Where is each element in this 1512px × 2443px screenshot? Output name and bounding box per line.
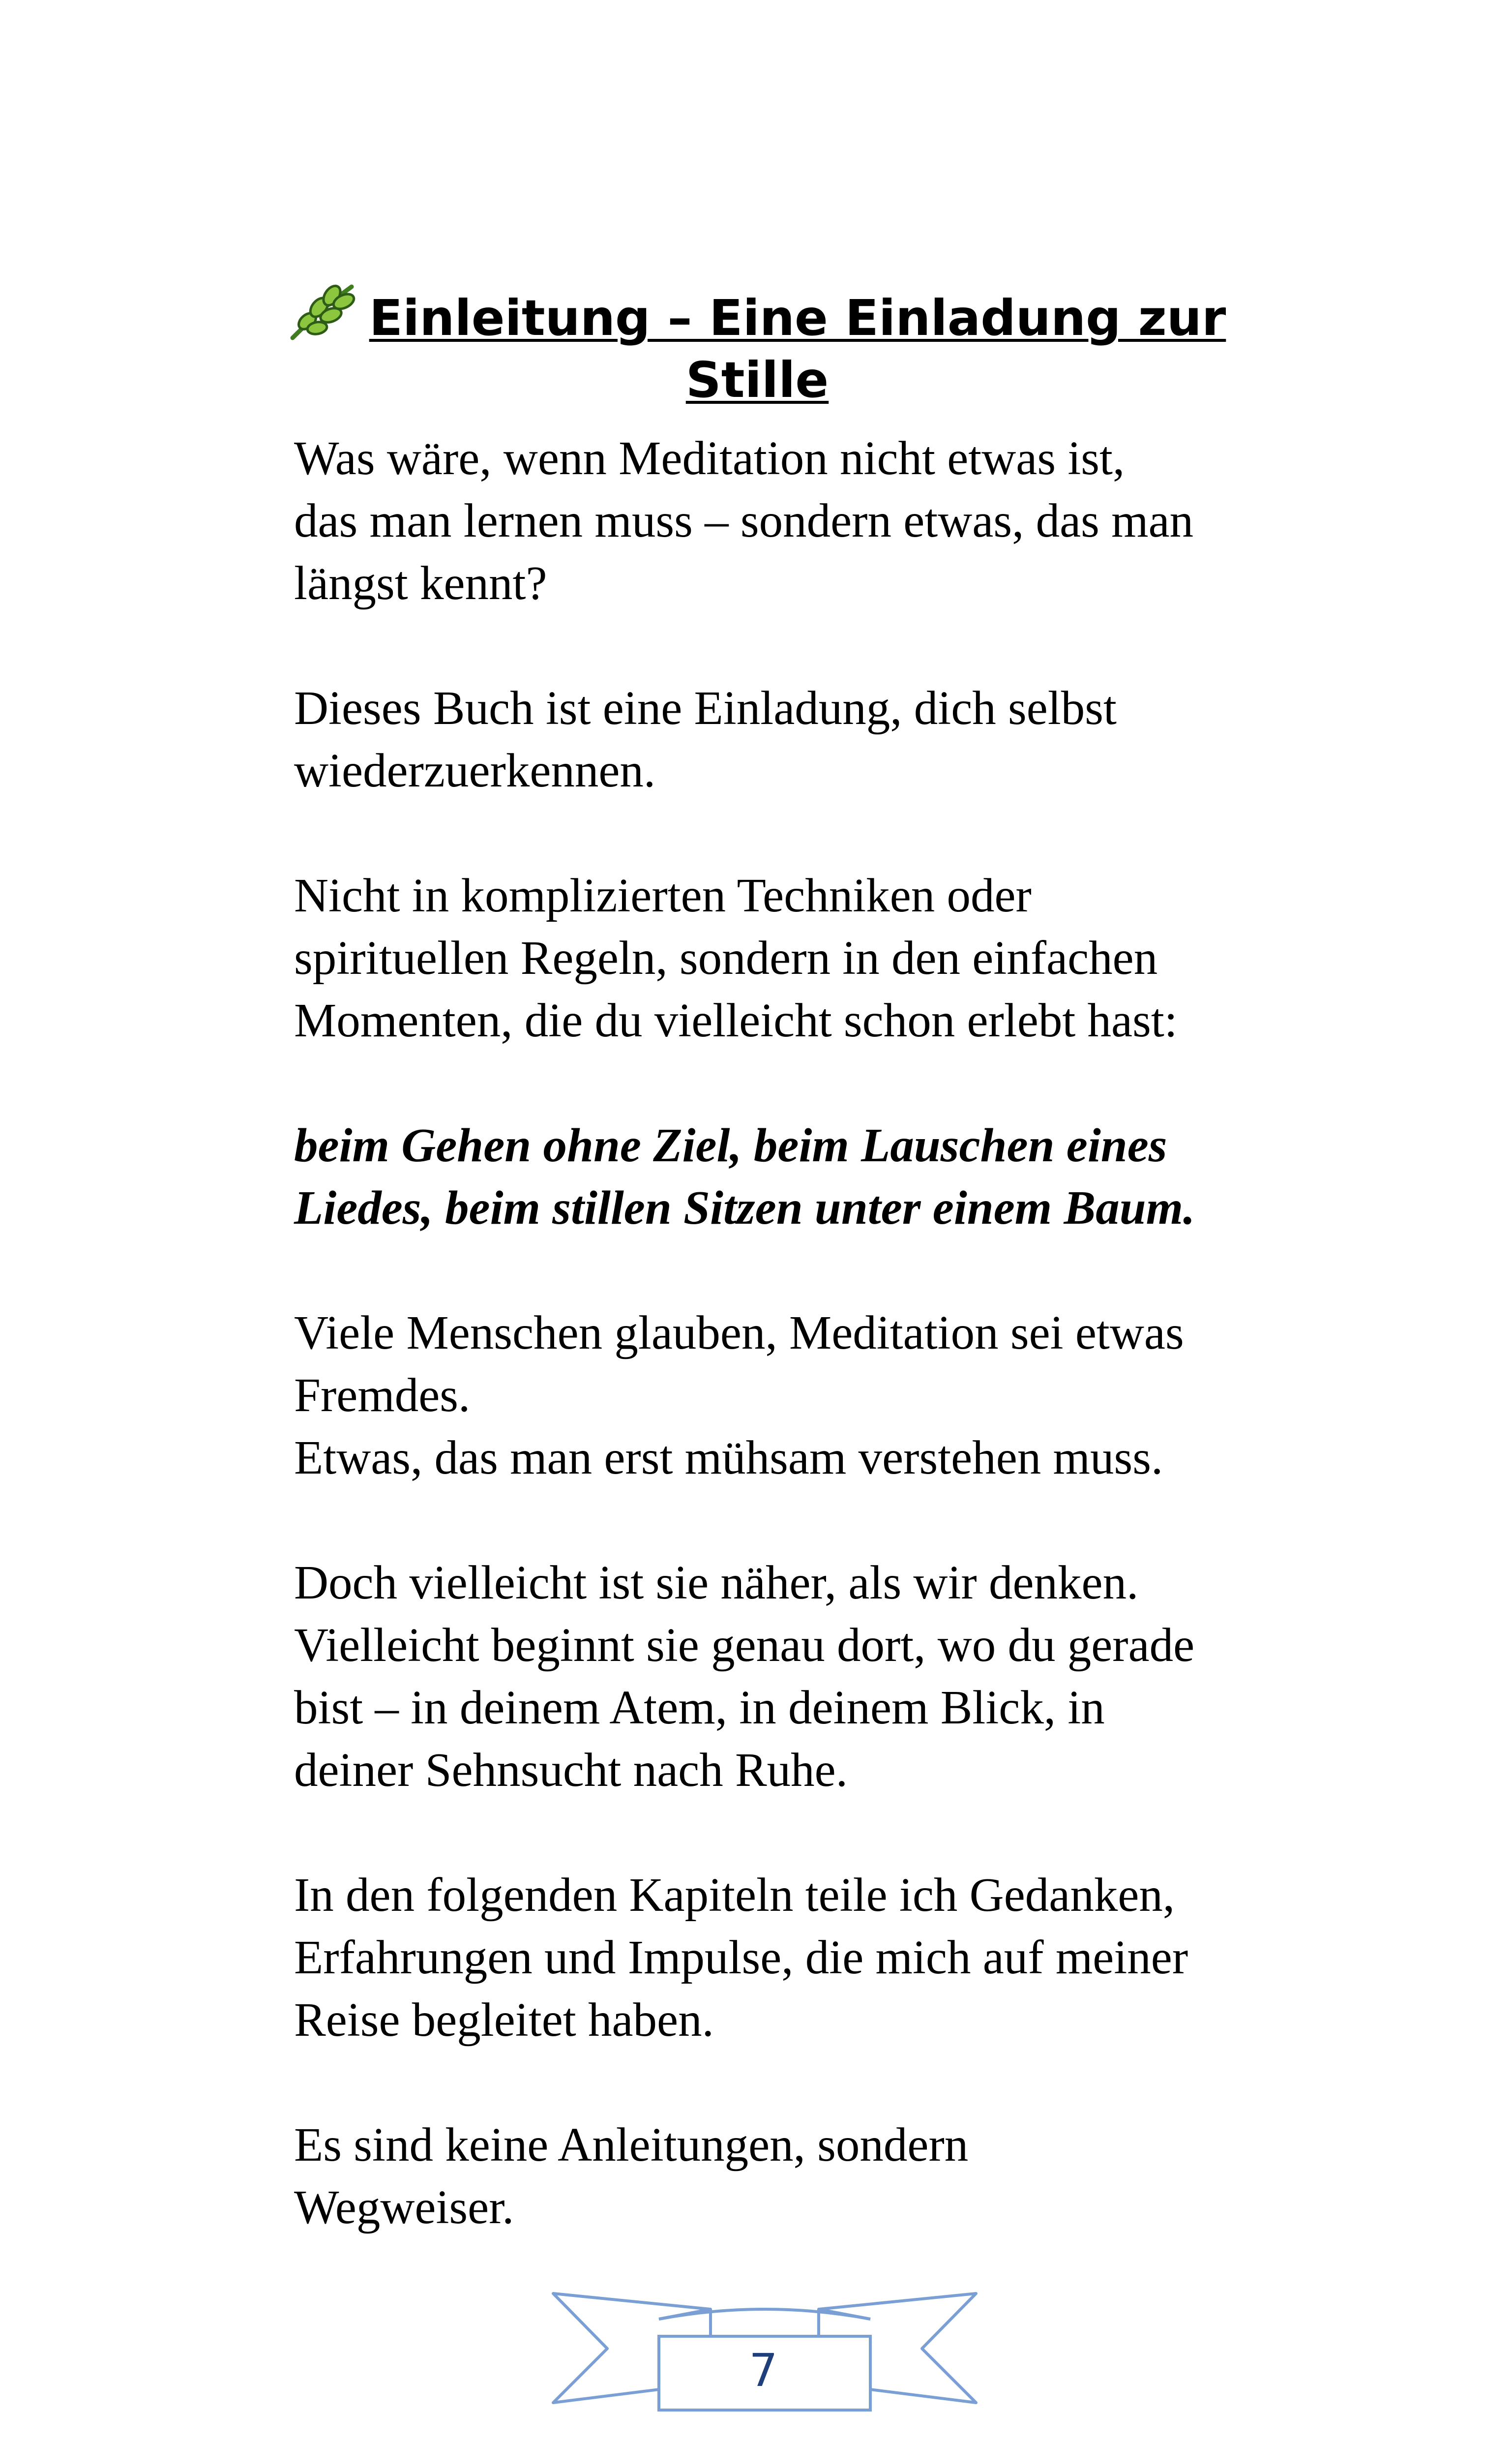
paragraph: Was wäre, wenn Meditation nicht etwas ist, das man lernen muss – sondern etwas, das man längst kennt?	[294, 432, 1194, 609]
leaf-icon	[289, 283, 357, 342]
paragraph: In den folgenden Kapiteln teile ich Gedanken, Erfahrungen und Impulse, die mich auf meiner Reise begleitet haben.	[294, 1869, 1188, 2046]
paragraph: Doch vielleicht ist sie näher, als wir denken. Vielleicht beginnt sie genau dort, wo du gerade bist – in deinem Atem, in deinem Blick, in deiner Sehnsucht nach Ruhe.	[294, 1556, 1195, 1796]
page-number: 7	[749, 2344, 778, 2397]
paragraph: Es sind keine Anleitungen, sondern Wegweiser.	[294, 2118, 969, 2233]
chapter-title: Einleitung – Eine Einladung zur Stille	[369, 289, 1226, 409]
paragraph: Nicht in komplizierten Techniken oder spirituellen Regeln, sondern in den einfachen Momenten, die du vielleicht schon erlebt hast:	[294, 869, 1178, 1047]
chapter-heading	[275, 283, 1239, 411]
paragraph: Dieses Buch ist eine Einladung, dich selbst wiederzuerkennen.	[294, 682, 1117, 797]
emphasized-paragraph: beim Gehen ohne Ziel, beim Lauschen eines Liedes, beim stillen Sitzen unter einem Baum.	[294, 1119, 1195, 1234]
paragraph: Viele Menschen glauben, Meditation sei etwas Fremdes. Etwas, das man erst mühsam verstehen muss.	[294, 1306, 1184, 1484]
chapter-body	[294, 427, 1277, 2238]
